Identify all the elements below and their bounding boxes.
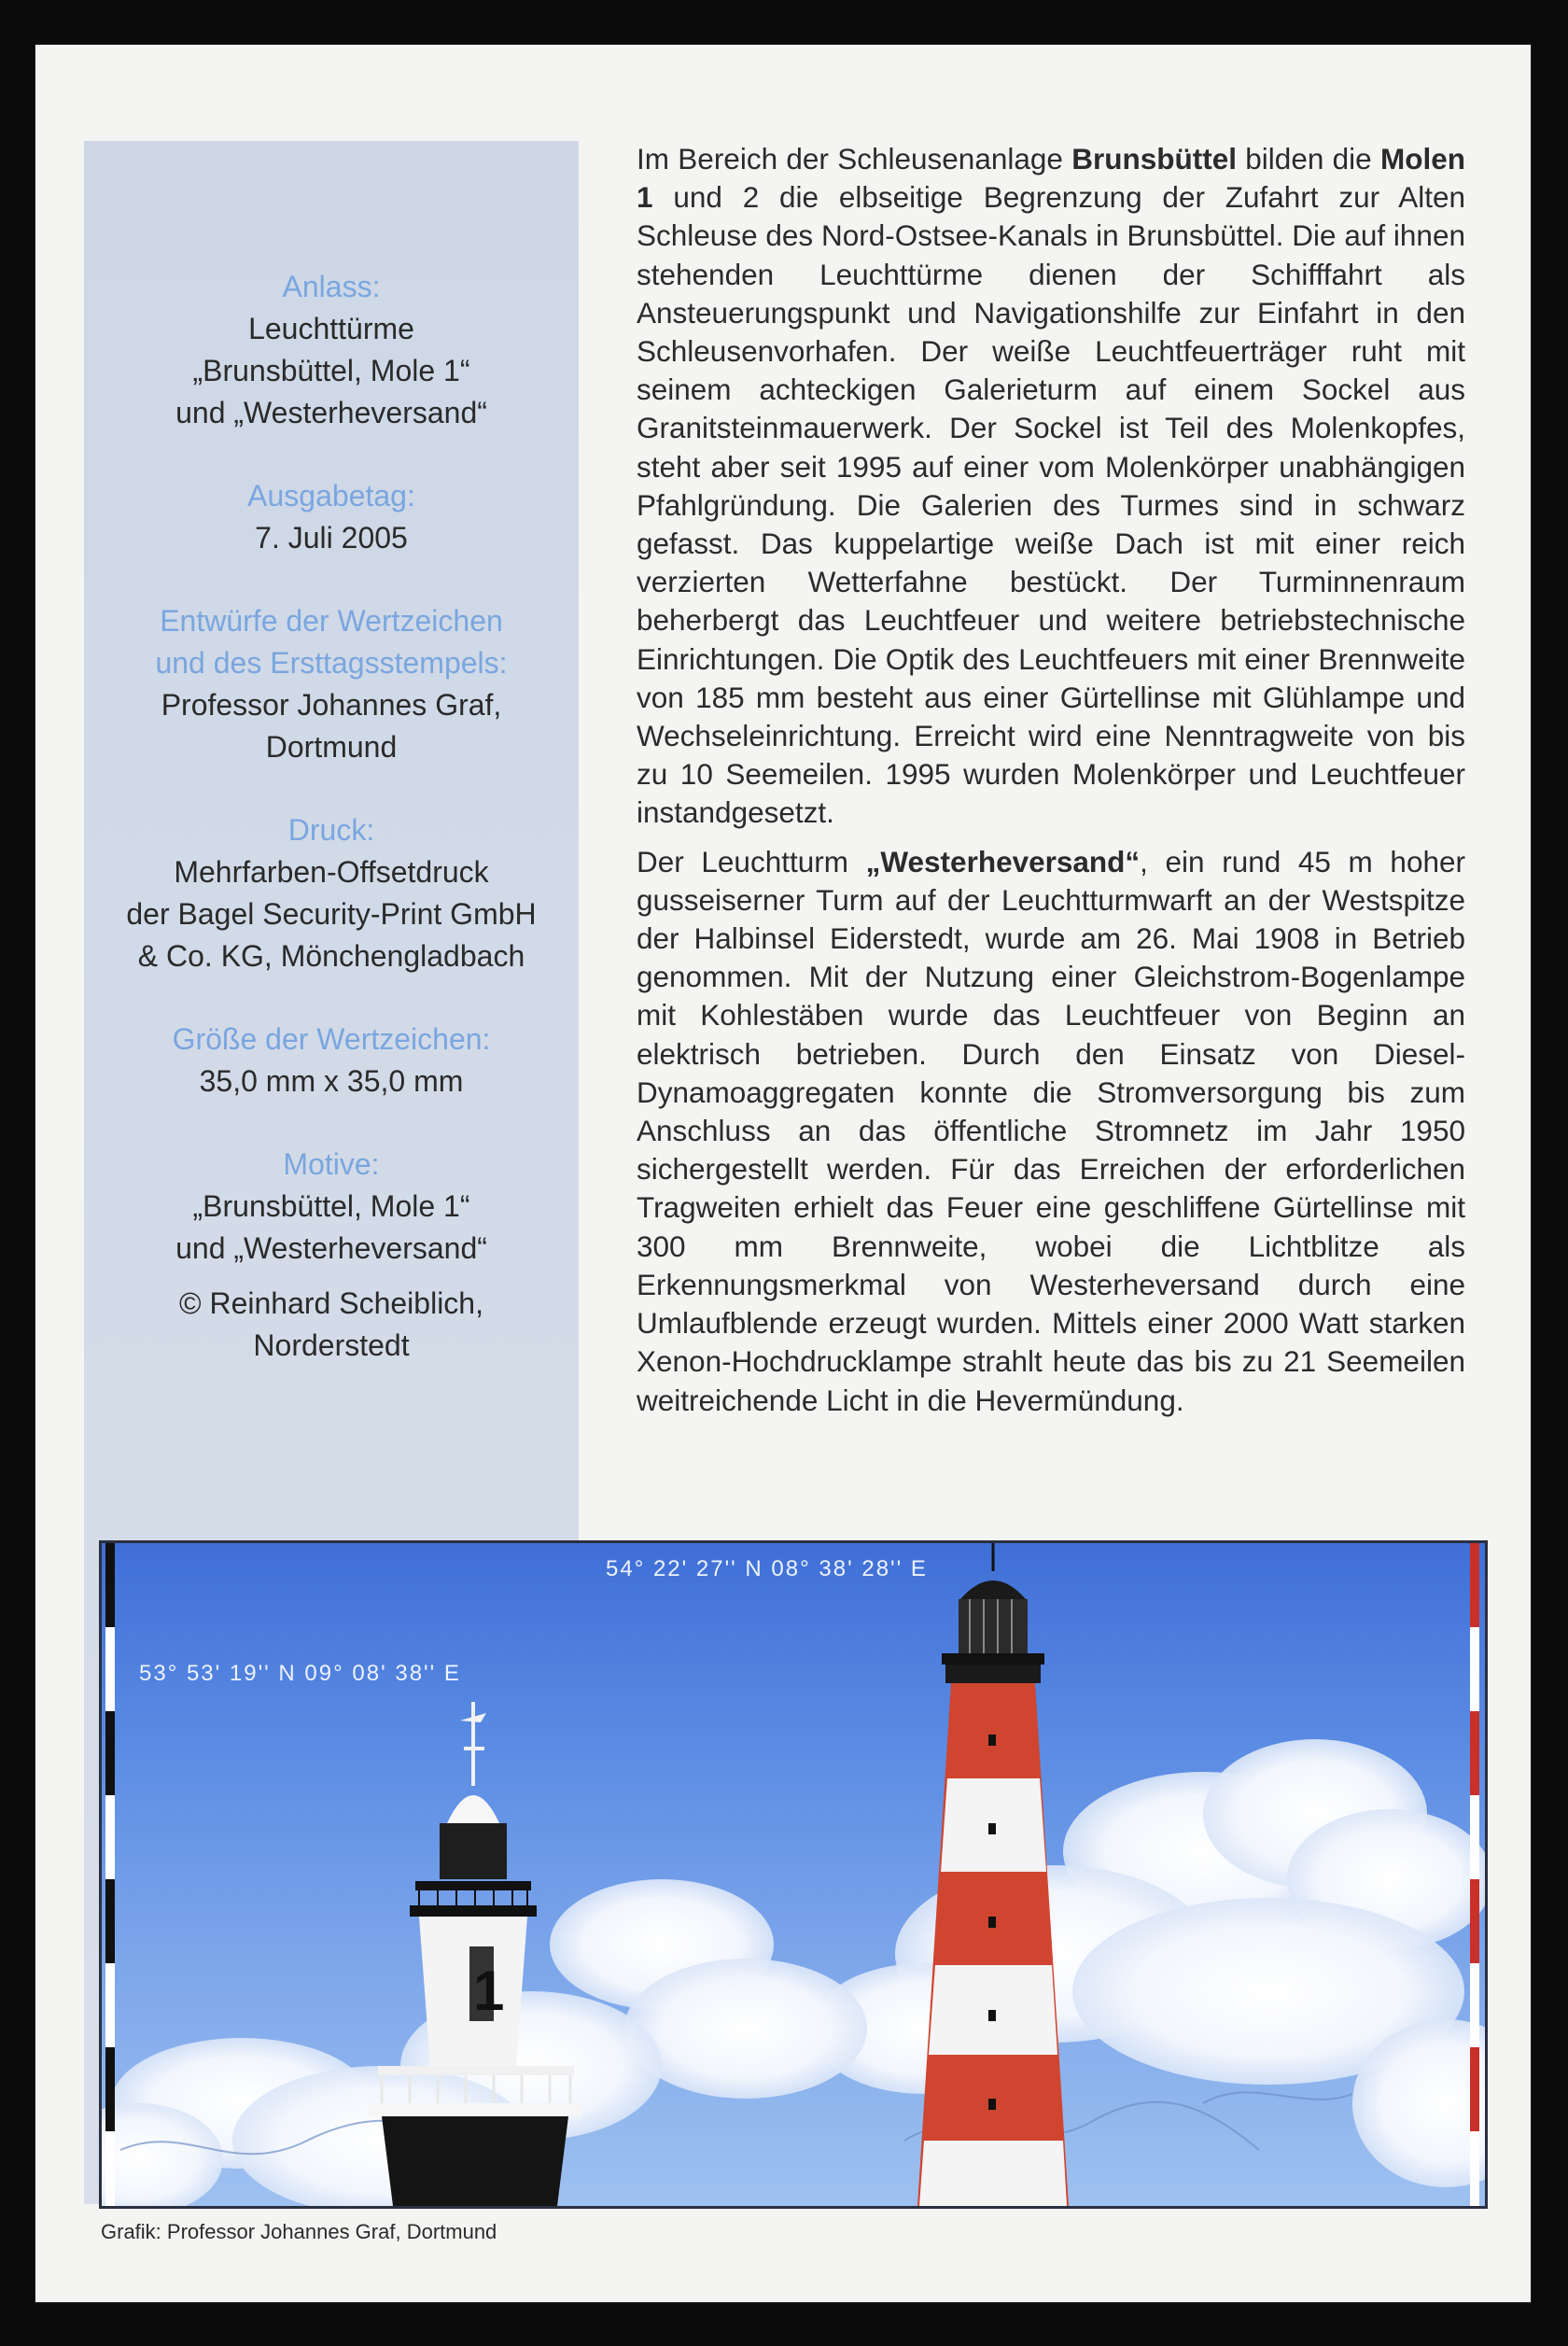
- text-run: Der Leuchtturm: [637, 844, 866, 878]
- graphic-credit-caption: Grafik: Professor Johannes Graf, Dortmund: [101, 2220, 497, 2243]
- left-scale-bar: [105, 1543, 115, 2206]
- sidebar-content: [84, 266, 579, 1408]
- brunsbuettel-lighthouse: [369, 1702, 581, 2206]
- section-heading: Entwürfe der Wertzeichen und des Ersttagsstempels:: [155, 604, 508, 680]
- info-section-issue-date: [84, 475, 579, 559]
- section-value: 35,0 mm x 35,0 mm: [199, 1064, 464, 1098]
- section-heading: Anlass:: [282, 270, 381, 303]
- info-section-occasion: [84, 266, 579, 434]
- text-run: und 2 die elbseitige Begrenzung der Zufahrt zur Alten Schleuse des Nord-Ostsee-Kanals in Brunsbüttel. Die auf ihnen stehenden Leuchttürme dienen der Schifffahrt als Ansteuerungspunkt und Navigationshilfe zur Einfahrt in den Schleusenvorhafen. Der weiße Leuchtfeuerträger ruht mit seinem achteckigen Galerieturm auf einem Sockel aus Granitsteinmauerwerk. Der Sockel ist Teil des Molenkopfes, steht aber seit 1995 auf einer vom Molenkörper unabhängigen Pfahlgründung. Die Galerien des Turmes sind in schwarz gefasst. Das kuppelartige weiße Dach ist mit einer reich verzierten Wetterfahne bestückt. Der Turminnenraum beherbergt das Leuchtfeuer und weitere betriebstechnische Einrichtungen. Die Optik des Leuchtfeuers mit einer Brennweite von 185 mm besteht aus einer Gürtellinse mit Glühlampe und Wechseleinrichtung. Erreicht wird eine Nenntragweite von bis zu 10 Seemeilen. 1995 wurden Molenkörper und Leuchtfeuer instandgesetzt.: [637, 180, 1465, 830]
- coordinates-westerheversand: 54° 22' 27'' N 08° 38' 28'' E: [606, 1556, 928, 1581]
- section-heading: Größe der Wertzeichen:: [172, 1022, 491, 1056]
- section-heading: Motive:: [283, 1147, 380, 1181]
- coordinates-brunsbuettel: 53° 53' 19'' N 09° 08' 38'' E: [139, 1661, 461, 1686]
- right-scale-bar: [1470, 1543, 1479, 2206]
- section-value: Leuchttürme „Brunsbüttel, Mole 1“ und „Westerheversand“: [175, 312, 487, 429]
- lighthouse-illustration: [99, 1540, 1488, 2209]
- paragraph-brunsbuettel: [637, 140, 1465, 833]
- section-value: Mehrfarben-Offsetdruck der Bagel Security-Print GmbH & Co. KG, Mönchengladbach: [126, 855, 537, 973]
- tower-number-label: 1: [473, 1960, 505, 2022]
- text-run: Im Bereich der Schleusenanlage: [637, 142, 1072, 176]
- info-section-print: [84, 809, 579, 977]
- bold-term: Molen 1: [637, 142, 1465, 215]
- info-section-design: [84, 600, 579, 768]
- section-value: 7. Juli 2005: [255, 521, 408, 555]
- bold-term: Brunsbüttel: [1071, 142, 1237, 176]
- info-section-motifs: [84, 1144, 579, 1270]
- paragraph-westerheversand: [637, 843, 1465, 1420]
- lighthouse-graphic: [102, 1543, 1485, 2206]
- copyright-text: © Reinhard Scheiblich, Norderstedt: [179, 1286, 483, 1362]
- bold-term: „Westerheversand“: [865, 844, 1141, 878]
- text-run: bilden die: [1236, 142, 1380, 176]
- copyright-credit: [84, 1283, 579, 1367]
- section-value: „Brunsbüttel, Mole 1“ und „Westerheversand“: [175, 1189, 487, 1265]
- info-section-size: [84, 1018, 579, 1103]
- section-heading: Ausgabetag:: [247, 479, 415, 513]
- westerheversand-lighthouse: [917, 1543, 1069, 2206]
- section-heading: Druck:: [287, 813, 375, 847]
- article-body: [637, 140, 1465, 1430]
- section-value: Professor Johannes Graf, Dortmund: [161, 688, 502, 764]
- text-run: , ein rund 45 m hoher gusseiserner Turm auf der Leuchtturmwarft an der Westspitze der Halbinsel Eiderstedt, wurde am 26. Mai 1908 in Betrieb genommen. Mit der Nutzung einer Gleichstrom-Bogenlampe mit Kohlestäben wurde das Leuchtfeuer von Beginn an elektrisch betrieben. Durch den Einsatz von Diesel-Dynamoaggregaten konnte die Stromversorgung bis zum Anschluss an das öffentliche Stromnetz im Jahr 1950 sichergestellt werden. Für das Erreichen der erforderlichen Tragweiten erhielt das Feuer eine geschliffene Gürtellinse mit 300 mm Brennweite, wobei die Lichtblitze als Erkennungsmerkmal von Westerheversand durch eine Umlaufblende erzeugt wurden. Mittels einer 2000 Watt starken Xenon-Hochdrucklampe strahlt heute das bis zu 21 Seemeilen weitreichende Licht in die Hevermündung.: [637, 844, 1465, 1417]
- document-page: [35, 45, 1531, 2302]
- cloud-shapes: [102, 1739, 1485, 2206]
